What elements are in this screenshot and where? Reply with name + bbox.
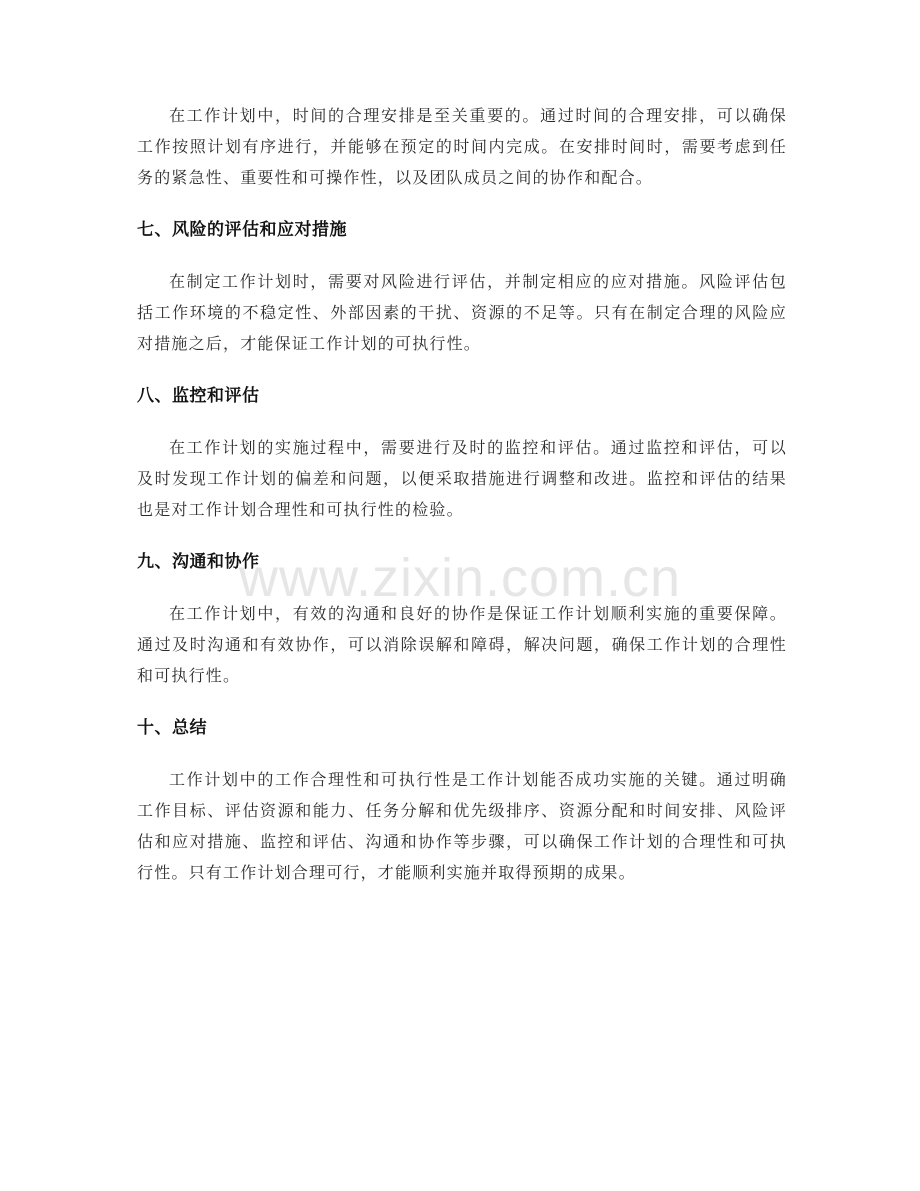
paragraph-monitoring: 在工作计划的实施过程中，需要进行及时的监控和评估。通过监控和评估，可以及时发现工作计划的偏差和问题，以便采取措施进行调整和改进。监控和评估的结果也是对工作计划合理性和可执行性的检验。	[137, 438, 787, 519]
paragraph-summary: 工作计划中的工作合理性和可执行性是工作计划能否成功实施的关键。通过明确工作目标、评估资源和能力、任务分解和优先级排序、资源分配和时间安排、风险评估和应对措施、监控和评估、沟通和协作等步骤，可以确保工作计划的合理性和可执行性。只有工作计划合理可行，才能顺利实施并取得预期的成果。	[137, 770, 787, 882]
paragraph-communication: 在工作计划中，有效的沟通和良好的协作是保证工作计划顺利实施的重要保障。通过及时沟通和有效协作，可以消除误解和障碍，解决问题，确保工作计划的合理性和可执行性。	[137, 604, 787, 685]
paragraph-risk: 在制定工作计划时，需要对风险进行评估，并制定相应的应对措施。风险评估包括工作环境的不稳定性、外部因素的干扰、资源的不足等。只有在制定合理的风险应对措施之后，才能保证工作计划的可执行性。	[137, 272, 787, 353]
watermark-text: www.zixin.com.cn	[238, 548, 682, 608]
section-heading-risk: 七、风险的评估和应对措施	[137, 220, 347, 240]
document-body	[137, 100, 787, 910]
paragraph-time-arrangement: 在工作计划中，时间的合理安排是至关重要的。通过时间的合理安排，可以确保工作按照计划有序进行，并能够在预定的时间内完成。在安排时间时，需要考虑到任务的紧急性、重要性和可操作性，以及团队成员之间的协作和配合。	[137, 106, 787, 187]
section-heading-monitoring: 八、监控和评估	[137, 386, 260, 406]
section-heading-summary: 十、总结	[137, 718, 207, 738]
section-heading-communication: 九、沟通和协作	[137, 552, 260, 572]
